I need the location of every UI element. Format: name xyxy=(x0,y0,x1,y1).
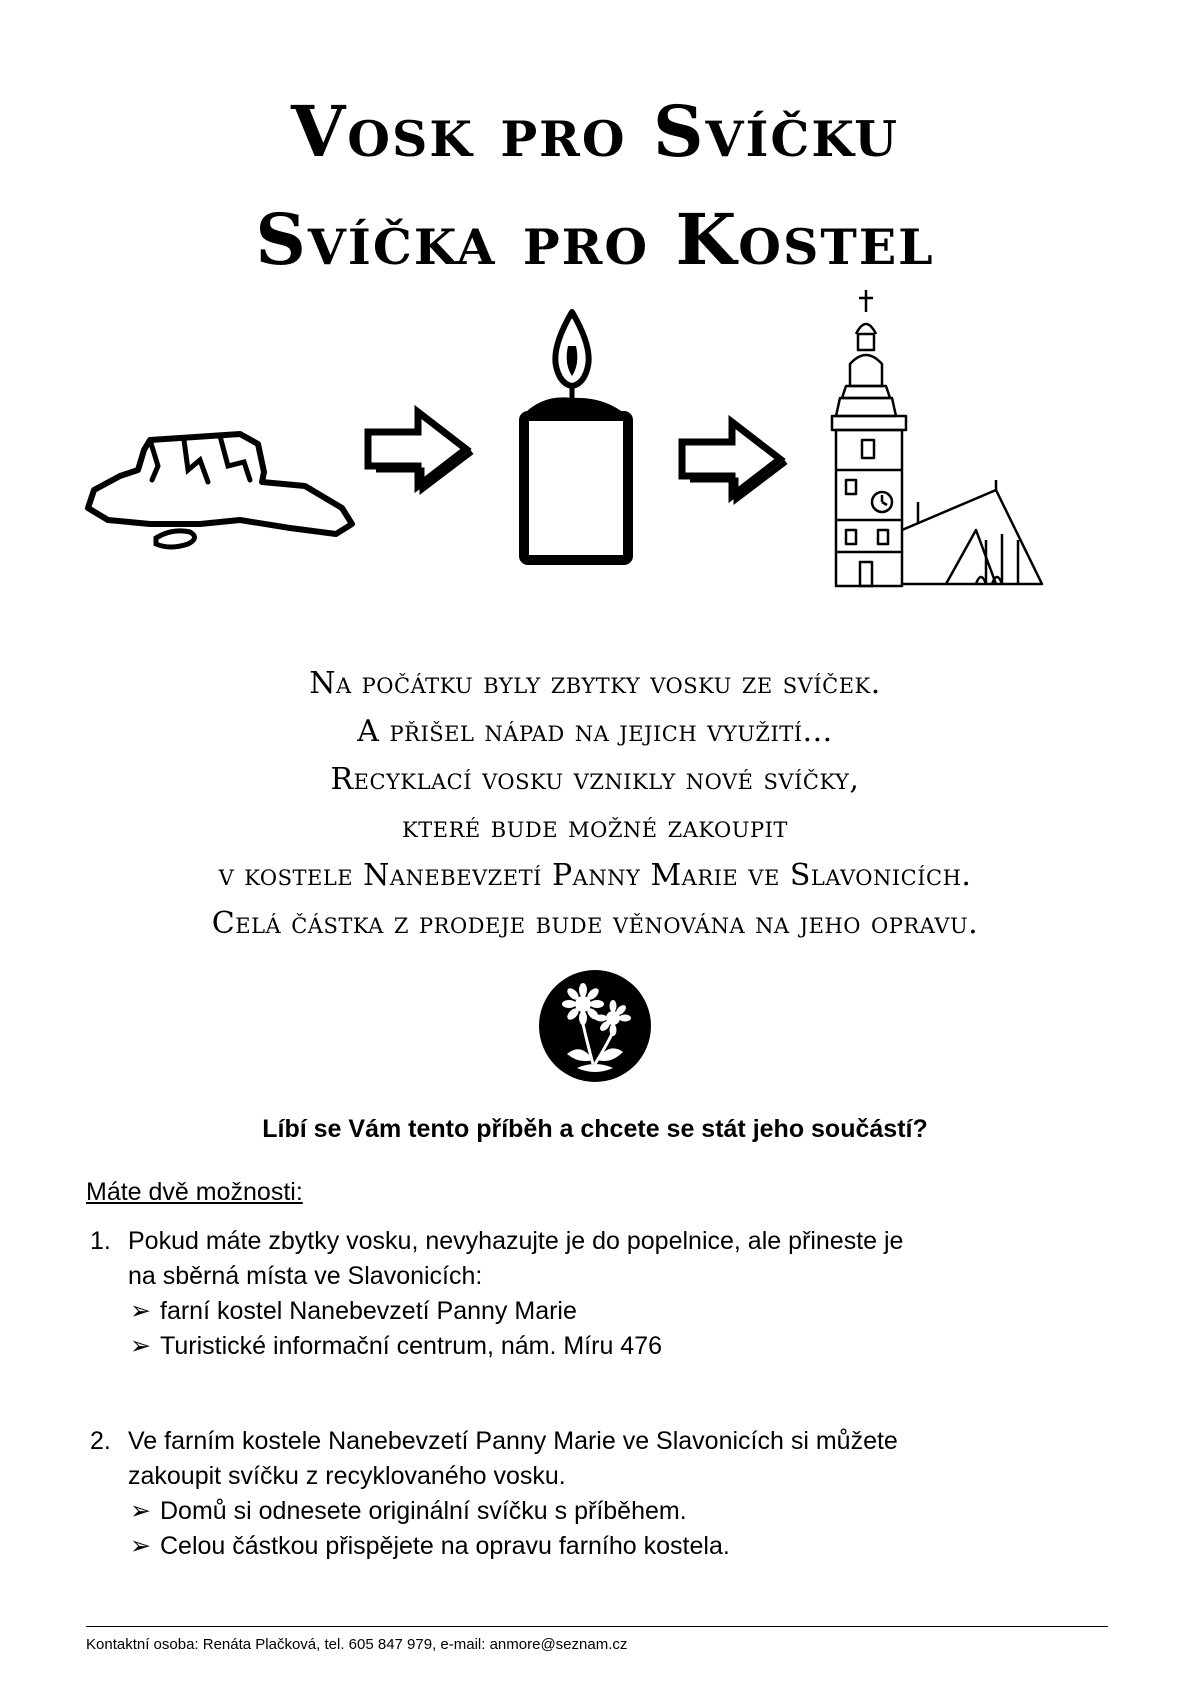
arrow-bullet-icon: ➢ xyxy=(130,1532,151,1560)
footer-divider xyxy=(86,1626,1108,1627)
flower-emblem-icon xyxy=(537,968,653,1084)
story-line: Na počátku byly zbytky vosku ze svíček. xyxy=(309,666,881,701)
title-line-2: Svíčka pro Kostel xyxy=(255,198,935,281)
bullet-list xyxy=(128,1494,1088,1564)
arrow-right-icon xyxy=(676,416,788,502)
story-line: A přišel nápad na jejich využití... xyxy=(357,714,833,749)
candle-icon xyxy=(512,306,642,576)
arrow-right-icon xyxy=(362,406,474,492)
title-line-1: Vosk pro Svíčku xyxy=(290,90,900,173)
title-block xyxy=(0,78,1190,294)
option-number: 2. xyxy=(90,1427,111,1455)
option-text: na sběrná místa ve Slavonicích: xyxy=(128,1262,483,1290)
option-text: Ve farním kostele Nanebevzetí Panny Marie ve Slavonicích si můžete xyxy=(128,1427,898,1455)
bullet-text: Turistické informační centrum, nám. Míru 476 xyxy=(160,1332,663,1360)
illustration-row xyxy=(80,330,1140,660)
option-number: 1. xyxy=(90,1227,111,1255)
arrow-bullet-icon: ➢ xyxy=(130,1332,151,1360)
bullet-list xyxy=(128,1294,1088,1364)
bullet-text: Domů si odnesete originální svíčku s příběhem. xyxy=(160,1497,687,1525)
bullet-text: Celou částkou přispějete na opravu farního kostela. xyxy=(160,1532,730,1560)
list-item xyxy=(128,1529,1088,1564)
option-text: Pokud máte zbytky vosku, nevyhazujte je do popelnice, ale přineste je xyxy=(128,1227,904,1255)
options-heading: Máte dvě možnosti: xyxy=(86,1178,303,1206)
list-item xyxy=(128,1329,1088,1364)
church-icon xyxy=(826,290,1050,590)
story-line: které bude možné zakoupit xyxy=(402,810,788,845)
arrow-bullet-icon: ➢ xyxy=(130,1497,151,1525)
bullet-text: farní kostel Nanebevzetí Panny Marie xyxy=(160,1297,577,1325)
story-line: v kostele Nanebevzetí Panny Marie ve Slavonicích. xyxy=(218,858,972,893)
wax-puddle-icon xyxy=(80,420,360,560)
story-line: Celá částka z prodeje bude věnována na jeho opravu. xyxy=(211,906,979,941)
question-heading: Líbí se Vám tento příběh a chcete se stát jeho součástí? xyxy=(262,1115,928,1143)
footer-contact: Kontaktní osoba: Renáta Plačková, tel. 605 847 979, e-mail: anmore@seznam.cz xyxy=(86,1636,628,1653)
arrow-bullet-icon: ➢ xyxy=(130,1297,151,1325)
option-text: zakoupit svíčku z recyklovaného vosku. xyxy=(128,1462,566,1490)
list-item xyxy=(128,1294,1088,1329)
story-text xyxy=(0,660,1190,948)
story-line: Recyklací vosku vznikly nové svíčky, xyxy=(330,762,860,797)
list-item xyxy=(128,1494,1088,1529)
